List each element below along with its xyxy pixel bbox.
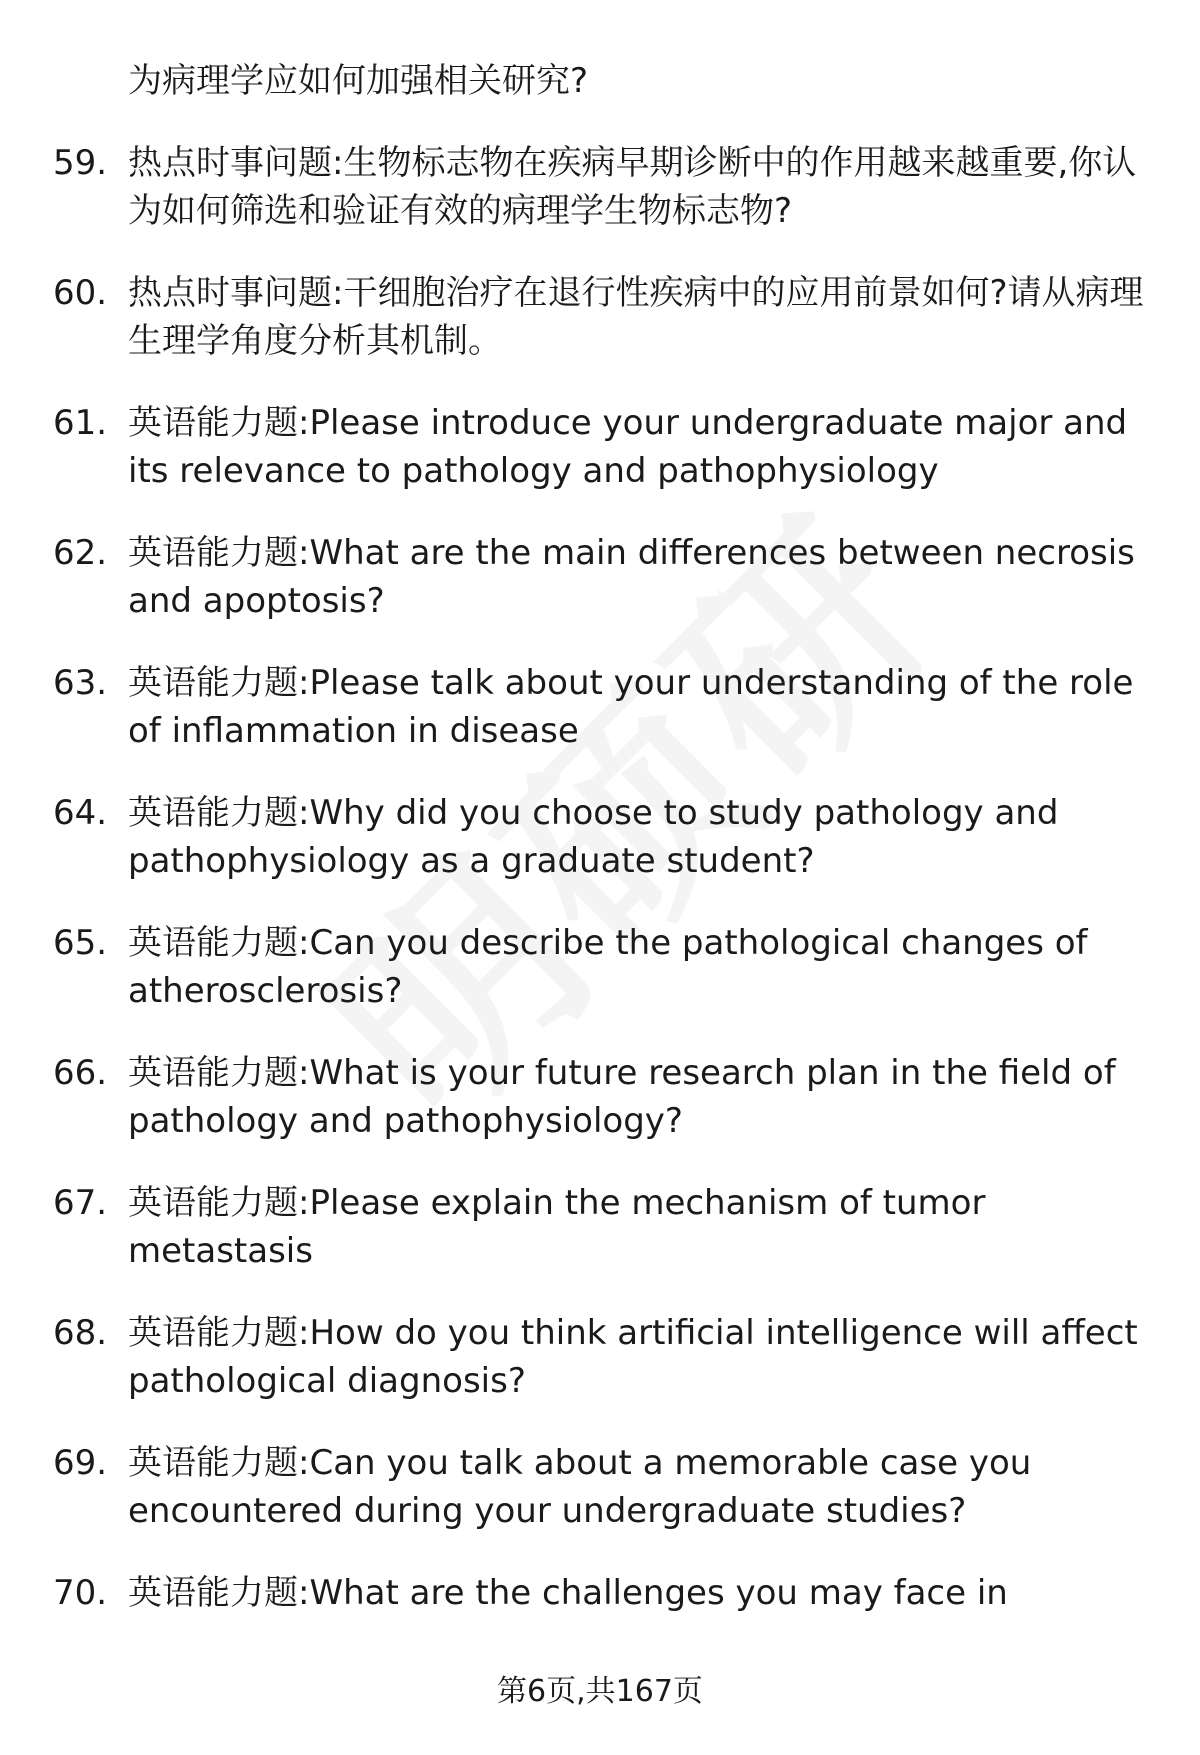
question-category: 英语能力题: [128,533,310,573]
question-number: 59. [53,143,108,183]
question-text: 干细胞治疗在退行性疾病中的应用前景如何?请从病理生理学角度分析其机制。 [128,273,1144,361]
question-category: 英语能力题: [128,663,310,703]
question-text: What is your future research plan in the field of pathology and pathophysiology? [128,1053,1116,1141]
question-text: Can you talk about a memorable case you encountered during your undergraduate studies? [128,1443,1032,1531]
question-category: 英语能力题: [128,1183,310,1223]
question-item [0,789,1200,885]
question-text: Please introduce your undergraduate major and its relevance to pathology and pathophysiology [128,403,1128,491]
question-item [0,399,1200,495]
question-category: 英语能力题: [128,793,310,833]
question-category: 热点时事问题: [128,143,344,183]
question-list [0,139,1200,1617]
question-number: 65. [53,923,108,963]
question-number: 67. [53,1183,108,1223]
question-text: 生物标志物在疾病早期诊断中的作用越来越重要,你认为如何筛选和验证有效的病理学生物标志物? [128,143,1137,231]
question-category: 热点时事问题: [128,273,344,313]
question-number: 70. [53,1573,108,1613]
question-item [0,1569,1200,1617]
question-item [0,1309,1200,1405]
question-number: 66. [53,1053,108,1093]
question-category: 英语能力题: [128,1313,310,1353]
question-item [0,1049,1200,1145]
question-number: 63. [53,663,108,703]
question-text: Please explain the mechanism of tumor metastasis [128,1183,986,1271]
question-text: Please talk about your understanding of the role of inflammation in disease [128,663,1134,751]
question-number: 69. [53,1443,108,1483]
question-category: 英语能力题: [128,923,310,963]
question-text: Why did you choose to study pathology and pathophysiology as a graduate student? [128,793,1059,881]
question-item [0,919,1200,1015]
question-number: 68. [53,1313,108,1353]
question-text: How do you think artificial intelligence will affect pathological diagnosis? [128,1313,1138,1401]
question-text: Can you describe the pathological changes of atherosclerosis? [128,923,1088,1011]
question-item [0,1439,1200,1535]
question-category: 英语能力题: [128,1053,310,1093]
question-number: 60. [53,273,108,313]
question-category: 英语能力题: [128,1443,310,1483]
question-category: 英语能力题: [128,403,310,443]
question-number: 62. [53,533,108,573]
question-category: 英语能力题: [128,1573,310,1613]
continued-question-text: 为病理学应如何加强相关研究? [128,61,589,101]
question-item [0,1179,1200,1275]
page-footer: 第6页,共167页 [497,1674,703,1709]
question-item [0,139,1200,235]
question-item [0,529,1200,625]
question-text: What are the main differences between necrosis and apoptosis? [128,533,1135,621]
question-number: 61. [53,403,108,443]
question-number: 64. [53,793,108,833]
question-item [0,659,1200,755]
question-item [0,269,1200,365]
question-text: What are the challenges you may face in [309,1573,1008,1613]
page-content [0,57,1200,1651]
